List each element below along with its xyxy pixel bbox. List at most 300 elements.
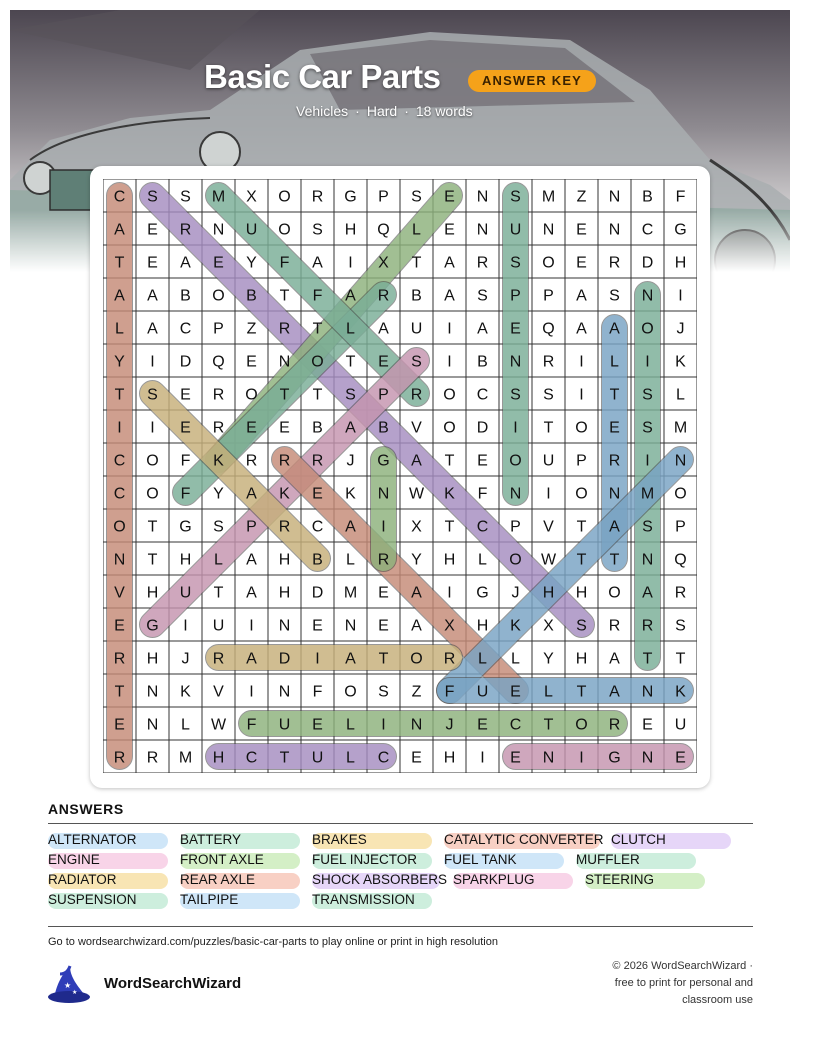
- grid-letter[interactable]: I: [150, 419, 155, 437]
- grid-letter[interactable]: A: [477, 320, 488, 338]
- grid-letter[interactable]: N: [476, 221, 489, 239]
- grid-letter[interactable]: C: [476, 386, 489, 404]
- grid-letter[interactable]: J: [346, 452, 355, 470]
- grid-letter[interactable]: U: [311, 749, 324, 767]
- grid-letter[interactable]: X: [444, 617, 455, 635]
- grid-letter[interactable]: H: [443, 551, 456, 569]
- grid-letter[interactable]: A: [114, 221, 125, 239]
- grid-letter[interactable]: R: [278, 518, 291, 536]
- grid-letter[interactable]: T: [213, 584, 224, 602]
- grid-letter[interactable]: H: [278, 551, 291, 569]
- grid-letter[interactable]: S: [213, 518, 224, 536]
- grid-letter[interactable]: E: [477, 452, 488, 470]
- grid-letter[interactable]: M: [211, 188, 226, 206]
- grid-letter[interactable]: G: [476, 584, 489, 602]
- grid-letter[interactable]: T: [147, 518, 158, 536]
- grid-letter[interactable]: A: [609, 650, 620, 668]
- grid-letter[interactable]: S: [477, 287, 488, 305]
- grid-letter[interactable]: T: [543, 419, 554, 437]
- grid-letter[interactable]: O: [278, 188, 291, 206]
- grid-letter[interactable]: I: [579, 353, 584, 371]
- grid-letter[interactable]: T: [411, 254, 422, 272]
- grid-letter[interactable]: O: [278, 221, 291, 239]
- grid-letter[interactable]: T: [279, 749, 290, 767]
- grid-letter[interactable]: L: [346, 320, 355, 338]
- grid-letter[interactable]: H: [179, 551, 192, 569]
- grid-letter[interactable]: H: [146, 650, 159, 668]
- grid-letter[interactable]: H: [212, 749, 225, 767]
- grid-letter[interactable]: M: [640, 485, 655, 503]
- grid-letter[interactable]: S: [609, 287, 620, 305]
- grid-letter[interactable]: E: [642, 716, 653, 734]
- grid-letter[interactable]: T: [378, 650, 389, 668]
- grid-letter[interactable]: E: [312, 617, 323, 635]
- grid-letter[interactable]: U: [212, 617, 225, 635]
- grid-letter[interactable]: M: [673, 419, 688, 437]
- grid-letter[interactable]: L: [478, 650, 487, 668]
- grid-letter[interactable]: F: [246, 716, 257, 734]
- grid-letter[interactable]: B: [642, 188, 653, 206]
- grid-letter[interactable]: J: [511, 584, 520, 602]
- grid-letter[interactable]: Y: [213, 485, 224, 503]
- grid-letter[interactable]: I: [315, 650, 320, 668]
- grid-letter[interactable]: K: [279, 485, 290, 503]
- grid-letter[interactable]: E: [576, 254, 587, 272]
- grid-letter[interactable]: I: [546, 485, 551, 503]
- grid-letter[interactable]: N: [542, 749, 555, 767]
- grid-letter[interactable]: G: [377, 452, 390, 470]
- grid-letter[interactable]: O: [509, 551, 522, 569]
- grid-letter[interactable]: O: [344, 683, 357, 701]
- grid-letter[interactable]: L: [610, 353, 619, 371]
- word-search-grid[interactable]: [103, 179, 697, 773]
- grid-letter[interactable]: R: [377, 551, 390, 569]
- grid-letter[interactable]: O: [641, 320, 654, 338]
- grid-letter[interactable]: N: [377, 485, 390, 503]
- grid-letter[interactable]: T: [576, 683, 587, 701]
- grid-letter[interactable]: E: [213, 254, 224, 272]
- grid-letter[interactable]: A: [345, 650, 356, 668]
- grid-letter[interactable]: D: [311, 584, 324, 602]
- grid-letter[interactable]: E: [114, 716, 125, 734]
- grid-letter[interactable]: N: [674, 452, 687, 470]
- grid-letter[interactable]: I: [249, 617, 254, 635]
- grid-letter[interactable]: X: [246, 188, 257, 206]
- grid-letter[interactable]: H: [542, 584, 555, 602]
- grid-letter[interactable]: P: [510, 287, 521, 305]
- grid-letter[interactable]: V: [213, 683, 224, 701]
- grid-letter[interactable]: K: [675, 683, 686, 701]
- grid-letter[interactable]: S: [312, 221, 323, 239]
- grid-letter[interactable]: O: [212, 287, 225, 305]
- grid-letter[interactable]: S: [411, 188, 422, 206]
- grid-letter[interactable]: E: [576, 221, 587, 239]
- grid-letter[interactable]: O: [443, 419, 456, 437]
- grid-letter[interactable]: E: [114, 617, 125, 635]
- grid-letter[interactable]: Q: [674, 551, 687, 569]
- grid-letter[interactable]: O: [542, 254, 555, 272]
- grid-letter[interactable]: C: [179, 320, 192, 338]
- grid-letter[interactable]: B: [378, 419, 389, 437]
- grid-letter[interactable]: O: [509, 452, 522, 470]
- grid-letter[interactable]: C: [113, 485, 126, 503]
- grid-letter[interactable]: A: [147, 287, 158, 305]
- grid-letter[interactable]: I: [678, 287, 683, 305]
- grid-letter[interactable]: L: [544, 683, 553, 701]
- grid-letter[interactable]: O: [575, 419, 588, 437]
- grid-letter[interactable]: I: [447, 320, 452, 338]
- grid-letter[interactable]: F: [444, 683, 455, 701]
- grid-letter[interactable]: L: [214, 551, 223, 569]
- grid-letter[interactable]: T: [114, 386, 125, 404]
- grid-letter[interactable]: R: [608, 716, 621, 734]
- grid-letter[interactable]: N: [641, 287, 654, 305]
- grid-letter[interactable]: S: [510, 188, 521, 206]
- grid-letter[interactable]: N: [542, 221, 555, 239]
- grid-letter[interactable]: C: [509, 716, 522, 734]
- grid-letter[interactable]: H: [443, 749, 456, 767]
- grid-letter[interactable]: U: [410, 320, 423, 338]
- grid-letter[interactable]: S: [411, 353, 422, 371]
- grid-letter[interactable]: I: [579, 386, 584, 404]
- grid-letter[interactable]: T: [147, 551, 158, 569]
- grid-letter[interactable]: U: [674, 716, 687, 734]
- grid-letter[interactable]: I: [183, 617, 188, 635]
- grid-letter[interactable]: T: [444, 518, 455, 536]
- grid-letter[interactable]: A: [246, 650, 257, 668]
- grid-letter[interactable]: J: [676, 320, 685, 338]
- grid-letter[interactable]: F: [312, 683, 323, 701]
- grid-letter[interactable]: I: [150, 353, 155, 371]
- grid-letter[interactable]: E: [378, 617, 389, 635]
- grid-letter[interactable]: Y: [246, 254, 257, 272]
- grid-letter[interactable]: T: [675, 650, 686, 668]
- grid-letter[interactable]: I: [513, 419, 518, 437]
- grid-letter[interactable]: T: [345, 353, 356, 371]
- grid-letter[interactable]: R: [641, 617, 654, 635]
- grid-letter[interactable]: T: [543, 716, 554, 734]
- grid-letter[interactable]: R: [443, 650, 456, 668]
- grid-letter[interactable]: A: [411, 452, 422, 470]
- grid-letter[interactable]: L: [676, 386, 685, 404]
- grid-letter[interactable]: C: [377, 749, 390, 767]
- grid-letter[interactable]: R: [311, 452, 324, 470]
- grid-letter[interactable]: W: [540, 551, 557, 569]
- grid-letter[interactable]: Q: [542, 320, 555, 338]
- grid-letter[interactable]: O: [608, 584, 621, 602]
- grid-letter[interactable]: E: [180, 386, 191, 404]
- grid-letter[interactable]: B: [477, 353, 488, 371]
- grid-letter[interactable]: A: [609, 683, 620, 701]
- grid-letter[interactable]: A: [642, 584, 653, 602]
- grid-letter[interactable]: N: [608, 485, 621, 503]
- grid-letter[interactable]: P: [378, 386, 389, 404]
- grid-letter[interactable]: U: [278, 716, 291, 734]
- grid-letter[interactable]: Y: [114, 353, 125, 371]
- grid-letter[interactable]: E: [378, 584, 389, 602]
- grid-letter[interactable]: N: [509, 485, 522, 503]
- grid-letter[interactable]: L: [346, 551, 355, 569]
- grid-letter[interactable]: Z: [246, 320, 257, 338]
- grid-letter[interactable]: S: [378, 683, 389, 701]
- grid-letter[interactable]: N: [278, 353, 291, 371]
- grid-letter[interactable]: O: [245, 386, 258, 404]
- grid-letter[interactable]: H: [278, 584, 291, 602]
- grid-letter[interactable]: N: [641, 749, 654, 767]
- grid-letter[interactable]: W: [408, 485, 425, 503]
- grid-letter[interactable]: O: [674, 485, 687, 503]
- grid-letter[interactable]: S: [147, 188, 158, 206]
- grid-letter[interactable]: P: [213, 320, 224, 338]
- grid-letter[interactable]: O: [575, 716, 588, 734]
- grid-letter[interactable]: V: [114, 584, 125, 602]
- grid-letter[interactable]: R: [674, 584, 687, 602]
- grid-letter[interactable]: K: [345, 485, 356, 503]
- grid-letter[interactable]: G: [608, 749, 621, 767]
- grid-letter[interactable]: S: [345, 386, 356, 404]
- grid-letter[interactable]: X: [543, 617, 554, 635]
- grid-letter[interactable]: T: [576, 551, 587, 569]
- grid-letter[interactable]: V: [543, 518, 554, 536]
- grid-letter[interactable]: U: [179, 584, 192, 602]
- grid-letter[interactable]: A: [378, 320, 389, 338]
- grid-letter[interactable]: J: [445, 716, 454, 734]
- grid-letter[interactable]: A: [345, 419, 356, 437]
- grid-letter[interactable]: W: [210, 716, 227, 734]
- grid-letter[interactable]: L: [346, 749, 355, 767]
- grid-letter[interactable]: R: [542, 353, 555, 371]
- grid-letter[interactable]: S: [180, 188, 191, 206]
- grid-letter[interactable]: N: [410, 716, 423, 734]
- grid-letter[interactable]: R: [608, 452, 621, 470]
- grid-letter[interactable]: P: [543, 287, 554, 305]
- grid-letter[interactable]: A: [246, 485, 257, 503]
- grid-letter[interactable]: O: [443, 386, 456, 404]
- grid-letter[interactable]: C: [311, 518, 324, 536]
- grid-letter[interactable]: R: [113, 650, 126, 668]
- grid-letter[interactable]: A: [444, 287, 455, 305]
- grid-letter[interactable]: H: [575, 650, 588, 668]
- grid-letter[interactable]: A: [609, 518, 620, 536]
- grid-letter[interactable]: A: [312, 254, 323, 272]
- grid-letter[interactable]: S: [642, 419, 653, 437]
- grid-letter[interactable]: E: [279, 419, 290, 437]
- grid-letter[interactable]: N: [113, 551, 126, 569]
- grid-letter[interactable]: E: [312, 485, 323, 503]
- grid-letter[interactable]: T: [279, 386, 290, 404]
- grid-letter[interactable]: T: [114, 683, 125, 701]
- grid-letter[interactable]: E: [510, 683, 521, 701]
- grid-letter[interactable]: E: [444, 188, 455, 206]
- grid-letter[interactable]: R: [608, 617, 621, 635]
- grid-letter[interactable]: R: [377, 287, 390, 305]
- grid-letter[interactable]: A: [345, 518, 356, 536]
- grid-letter[interactable]: G: [146, 617, 159, 635]
- grid-letter[interactable]: I: [381, 716, 386, 734]
- grid-letter[interactable]: I: [447, 584, 452, 602]
- grid-letter[interactable]: F: [675, 188, 686, 206]
- grid-letter[interactable]: V: [411, 419, 422, 437]
- grid-letter[interactable]: T: [312, 386, 323, 404]
- grid-letter[interactable]: N: [641, 551, 654, 569]
- grid-letter[interactable]: S: [642, 518, 653, 536]
- grid-letter[interactable]: I: [117, 419, 122, 437]
- grid-letter[interactable]: C: [245, 749, 258, 767]
- grid-letter[interactable]: L: [511, 650, 520, 668]
- grid-letter[interactable]: T: [609, 551, 620, 569]
- grid-letter[interactable]: L: [412, 221, 421, 239]
- grid-letter[interactable]: A: [246, 551, 257, 569]
- grid-letter[interactable]: N: [476, 188, 489, 206]
- grid-letter[interactable]: I: [645, 353, 650, 371]
- grid-letter[interactable]: A: [345, 287, 356, 305]
- grid-letter[interactable]: Q: [377, 221, 390, 239]
- grid-letter[interactable]: R: [245, 452, 258, 470]
- grid-letter[interactable]: K: [675, 353, 686, 371]
- grid-letter[interactable]: R: [212, 419, 225, 437]
- grid-letter[interactable]: O: [311, 353, 324, 371]
- grid-letter[interactable]: R: [608, 254, 621, 272]
- grid-letter[interactable]: B: [312, 551, 323, 569]
- grid-letter[interactable]: X: [411, 518, 422, 536]
- grid-letter[interactable]: N: [509, 353, 522, 371]
- grid-letter[interactable]: O: [146, 485, 159, 503]
- grid-letter[interactable]: K: [213, 452, 224, 470]
- grid-letter[interactable]: T: [609, 386, 620, 404]
- grid-letter[interactable]: C: [113, 188, 126, 206]
- grid-letter[interactable]: R: [278, 320, 291, 338]
- grid-letter[interactable]: A: [411, 617, 422, 635]
- grid-letter[interactable]: P: [246, 518, 257, 536]
- grid-letter[interactable]: E: [147, 221, 158, 239]
- grid-letter[interactable]: R: [212, 386, 225, 404]
- grid-letter[interactable]: N: [278, 617, 291, 635]
- grid-letter[interactable]: A: [576, 287, 587, 305]
- grid-letter[interactable]: A: [444, 254, 455, 272]
- grid-letter[interactable]: D: [641, 254, 654, 272]
- grid-letter[interactable]: R: [179, 221, 192, 239]
- grid-letter[interactable]: Y: [411, 551, 422, 569]
- grid-letter[interactable]: Z: [411, 683, 422, 701]
- grid-letter[interactable]: F: [279, 254, 290, 272]
- grid-letter[interactable]: M: [178, 749, 193, 767]
- grid-letter[interactable]: H: [575, 584, 588, 602]
- grid-letter[interactable]: F: [180, 452, 191, 470]
- grid-letter[interactable]: C: [113, 452, 126, 470]
- grid-letter[interactable]: N: [146, 683, 159, 701]
- grid-letter[interactable]: N: [344, 617, 357, 635]
- grid-letter[interactable]: E: [411, 749, 422, 767]
- grid-letter[interactable]: B: [180, 287, 191, 305]
- grid-letter[interactable]: B: [312, 419, 323, 437]
- grid-letter[interactable]: A: [576, 320, 587, 338]
- grid-letter[interactable]: U: [509, 221, 522, 239]
- grid-letter[interactable]: E: [147, 254, 158, 272]
- grid-letter[interactable]: L: [478, 551, 487, 569]
- grid-letter[interactable]: D: [278, 650, 291, 668]
- grid-letter[interactable]: E: [675, 749, 686, 767]
- grid-letter[interactable]: O: [146, 452, 159, 470]
- grid-letter[interactable]: M: [343, 584, 358, 602]
- grid-letter[interactable]: E: [180, 419, 191, 437]
- grid-letter[interactable]: T: [279, 287, 290, 305]
- grid-letter[interactable]: Q: [212, 353, 225, 371]
- grid-letter[interactable]: R: [278, 452, 291, 470]
- grid-letter[interactable]: A: [180, 254, 191, 272]
- grid-letter[interactable]: R: [311, 188, 324, 206]
- grid-letter[interactable]: F: [477, 485, 488, 503]
- grid-letter[interactable]: T: [576, 518, 587, 536]
- grid-letter[interactable]: I: [579, 749, 584, 767]
- grid-letter[interactable]: C: [641, 221, 654, 239]
- grid-letter[interactable]: R: [212, 650, 225, 668]
- grid-letter[interactable]: X: [378, 254, 389, 272]
- grid-letter[interactable]: G: [674, 221, 687, 239]
- grid-letter[interactable]: A: [246, 584, 257, 602]
- grid-letter[interactable]: A: [114, 287, 125, 305]
- grid-letter[interactable]: N: [146, 716, 159, 734]
- grid-letter[interactable]: G: [179, 518, 192, 536]
- grid-letter[interactable]: R: [113, 749, 126, 767]
- grid-letter[interactable]: E: [444, 221, 455, 239]
- grid-letter[interactable]: D: [179, 353, 192, 371]
- grid-letter[interactable]: E: [609, 419, 620, 437]
- grid-letter[interactable]: L: [346, 716, 355, 734]
- grid-letter[interactable]: C: [476, 518, 489, 536]
- grid-letter[interactable]: K: [510, 617, 521, 635]
- grid-letter[interactable]: I: [381, 518, 386, 536]
- grid-letter[interactable]: L: [181, 716, 190, 734]
- grid-letter[interactable]: S: [147, 386, 158, 404]
- grid-letter[interactable]: A: [609, 320, 620, 338]
- grid-letter[interactable]: N: [641, 683, 654, 701]
- grid-letter[interactable]: P: [675, 518, 686, 536]
- grid-letter[interactable]: H: [146, 584, 159, 602]
- grid-letter[interactable]: R: [476, 254, 489, 272]
- grid-letter[interactable]: N: [608, 188, 621, 206]
- grid-letter[interactable]: H: [344, 221, 357, 239]
- grid-letter[interactable]: S: [510, 386, 521, 404]
- grid-letter[interactable]: O: [410, 650, 423, 668]
- grid-letter[interactable]: G: [344, 188, 357, 206]
- grid-letter[interactable]: E: [246, 419, 257, 437]
- grid-letter[interactable]: E: [312, 716, 323, 734]
- grid-letter[interactable]: S: [675, 617, 686, 635]
- grid-letter[interactable]: U: [245, 221, 258, 239]
- grid-letter[interactable]: P: [510, 518, 521, 536]
- grid-letter[interactable]: I: [480, 749, 485, 767]
- grid-letter[interactable]: S: [576, 617, 587, 635]
- grid-letter[interactable]: E: [510, 749, 521, 767]
- grid-letter[interactable]: T: [114, 254, 125, 272]
- footer-link[interactable]: Go to wordsearchwizard.com/puzzles/basic-car-parts to play online or print in high resolution: [48, 936, 498, 948]
- grid-letter[interactable]: I: [447, 353, 452, 371]
- grid-letter[interactable]: U: [476, 683, 489, 701]
- grid-letter[interactable]: T: [642, 650, 653, 668]
- grid-letter[interactable]: E: [246, 353, 257, 371]
- grid-letter[interactable]: O: [113, 518, 126, 536]
- grid-letter[interactable]: Z: [576, 188, 587, 206]
- grid-letter[interactable]: S: [510, 254, 521, 272]
- grid-letter[interactable]: J: [181, 650, 190, 668]
- grid-letter[interactable]: N: [608, 221, 621, 239]
- grid-letter[interactable]: N: [278, 683, 291, 701]
- grid-letter[interactable]: H: [674, 254, 687, 272]
- grid-letter[interactable]: E: [510, 320, 521, 338]
- grid-letter[interactable]: B: [411, 287, 422, 305]
- grid-letter[interactable]: N: [212, 221, 225, 239]
- grid-letter[interactable]: I: [249, 683, 254, 701]
